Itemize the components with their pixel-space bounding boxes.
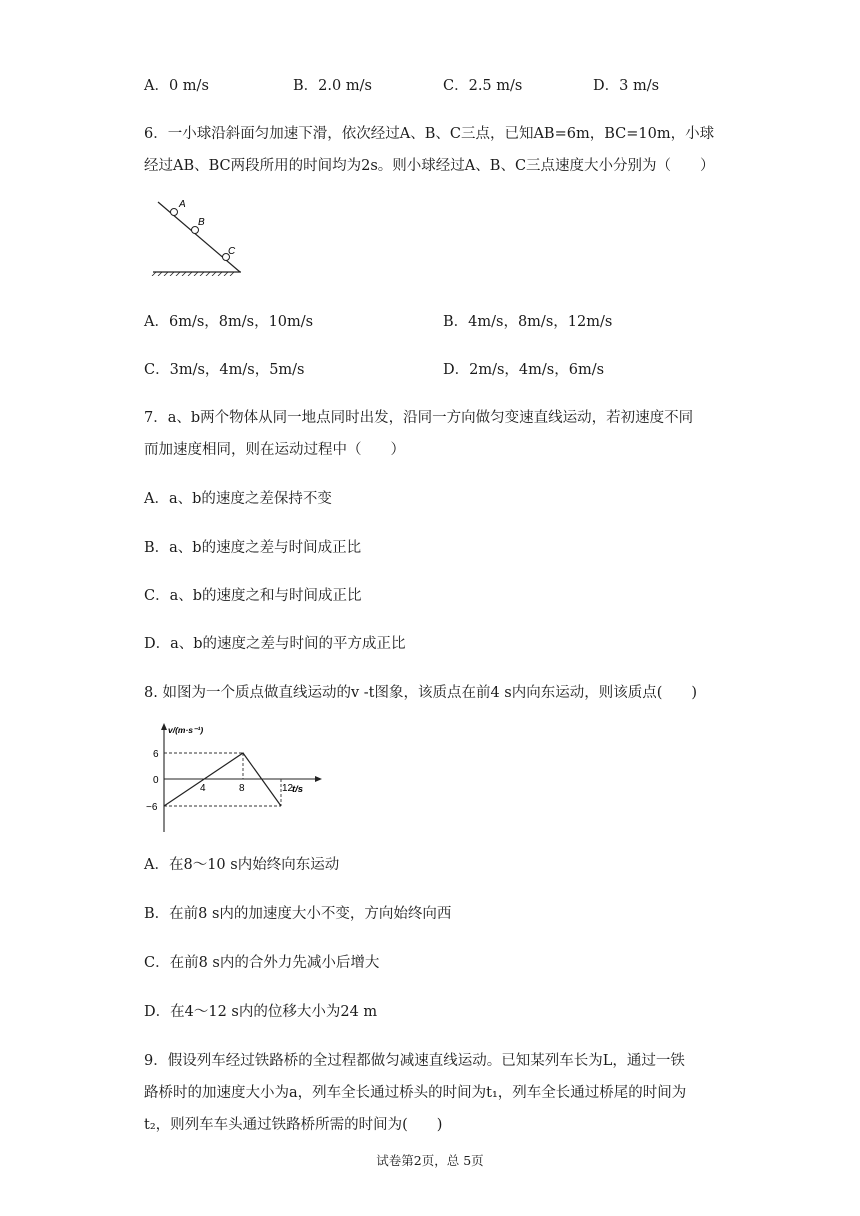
q7-option-b: B．a、b的速度之差与时间成正比 (144, 540, 362, 556)
q9-stem-line3: t₂，则列车车头通过铁路桥所需的时间为( ) (144, 1117, 443, 1133)
label-c: C (228, 246, 236, 257)
ytick-6: 6 (153, 749, 159, 760)
q8-option-d: D．在4～12 s内的位移大小为24 m (144, 1004, 378, 1020)
xtick-12: 12 (282, 783, 294, 794)
q8-stem-line1: 8. 如图为一个质点做直线运动的v -t图象，该质点在前4 s内向东运动，则该质点( ) (144, 685, 698, 701)
x-axis-label: t/s (292, 784, 304, 795)
q5-option-a: A．0 m/s (144, 78, 209, 94)
q8-option-b: B．在前8 s内的加速度大小不变，方向始终向西 (144, 906, 452, 922)
q5-option-d: D．3 m/s (593, 78, 660, 94)
vt-graph (140, 720, 330, 835)
label-a: A (179, 199, 186, 210)
incline-figure (148, 196, 248, 276)
q9-stem-line2: 路桥时的加速度大小为a，列车全长通过桥头的时间为t₁，列车全长通过桥尾的时间为 (144, 1085, 687, 1101)
q6-option-a: A．6m/s，8m/s，10m/s (144, 314, 314, 330)
ytick-0: 0 (153, 775, 159, 786)
q6-option-d: D．2m/s，4m/s，6m/s (443, 362, 605, 378)
q5-option-c: C．2.5 m/s (443, 78, 523, 94)
q9-stem-line1: 9．假设列车经过铁路桥的全过程都做匀减速直线运动。已知某列车长为L，通过一铁 (144, 1053, 685, 1069)
xtick-4: 4 (200, 783, 206, 794)
q7-stem-line1: 7．a、b两个物体从同一地点同时出发，沿同一方向做匀变速直线运动，若初速度不同 (144, 410, 694, 426)
q6-option-c: C．3m/s，4m/s，5m/s (144, 362, 305, 378)
label-b: B (198, 217, 205, 228)
q8-option-c: C．在前8 s内的合外力先减小后增大 (144, 955, 380, 971)
q7-option-d: D．a、b的速度之差与时间的平方成正比 (144, 636, 406, 652)
q8-option-a: A．在8～10 s内始终向东运动 (144, 857, 340, 873)
y-axis-label: v/(m·s⁻¹) (168, 725, 204, 735)
q7-option-a: A．a、b的速度之差保持不变 (144, 491, 332, 507)
q5-option-b: B．2.0 m/s (293, 78, 372, 94)
q7-stem-line2: 而加速度相同，则在运动过程中（ ） (144, 442, 405, 458)
ball-a (171, 209, 178, 216)
page-footer: 试卷第2页，总 5页 (376, 1153, 484, 1168)
q6-option-b: B．4m/s，8m/s，12m/s (443, 314, 613, 330)
q6-stem-line2: 经过AB、BC两段所用的时间均为2s。则小球经过A、B、C三点速度大小分别为（ ） (144, 158, 715, 174)
ytick-neg6: −6 (146, 802, 158, 813)
q7-option-c: C．a、b的速度之和与时间成正比 (144, 588, 362, 604)
xtick-8: 8 (239, 783, 245, 794)
q6-stem-line1: 6．一小球沿斜面匀加速下滑，依次经过A、B、C三点，已知AB=6m，BC=10m，小球 (144, 126, 715, 142)
